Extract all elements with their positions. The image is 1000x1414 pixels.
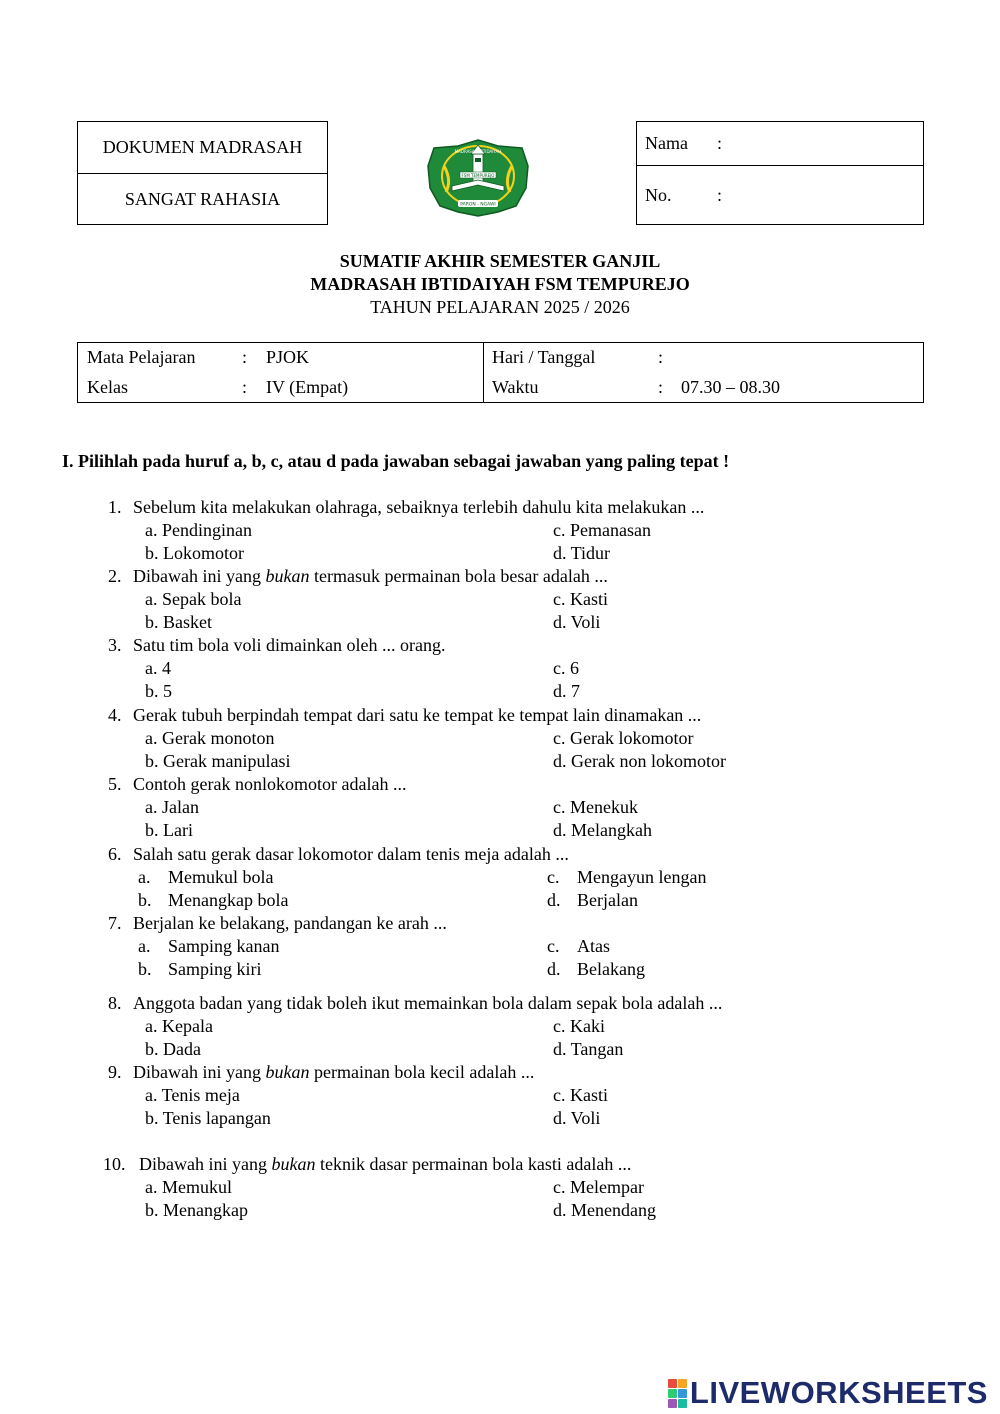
- option-text: Belakang: [577, 959, 645, 979]
- logo-square: [678, 1399, 687, 1408]
- info-row-1: [78, 343, 923, 373]
- option-b[interactable]: [145, 680, 172, 703]
- name-label: Nama: [645, 133, 688, 153]
- question-text: Salah satu gerak dasar lokomotor dalam tenis meja adalah ...: [133, 844, 569, 864]
- option-letter: a.: [138, 867, 151, 887]
- option-text: c. Kasti: [553, 1085, 608, 1105]
- option-text: a. Pendinginan: [145, 520, 252, 540]
- option-text: d. Melangkah: [553, 820, 652, 840]
- section-instruction: I. Pilihlah pada huruf a, b, c, atau d pada jawaban sebagai jawaban yang paling tepat !: [62, 451, 730, 471]
- question-text: Anggota badan yang tidak boleh ikut memainkan bola dalam sepak bola adalah ...: [133, 993, 723, 1013]
- option-a[interactable]: [145, 1015, 213, 1038]
- option-a[interactable]: [138, 935, 279, 958]
- question-9: [108, 1061, 534, 1084]
- option-c[interactable]: [553, 727, 693, 750]
- question-number: 8.: [108, 993, 122, 1013]
- option-d[interactable]: [553, 680, 580, 703]
- option-text: c. Gerak lokomotor: [553, 728, 694, 748]
- question-number: 10.: [103, 1154, 126, 1174]
- option-text: c. Menekuk: [553, 797, 638, 817]
- madrasah-emblem-icon: [422, 136, 534, 218]
- option-letter: c.: [547, 867, 560, 887]
- option-text: a. Gerak monoton: [145, 728, 275, 748]
- question-emphasis: bukan: [271, 1154, 316, 1174]
- option-text: b. Tenis lapangan: [145, 1108, 271, 1128]
- question-number: 5.: [108, 774, 122, 794]
- option-b[interactable]: [145, 1199, 248, 1222]
- class-label: Kelas: [87, 377, 128, 397]
- option-text: a. Memukul: [145, 1177, 232, 1197]
- option-text: Berjalan: [577, 890, 638, 910]
- option-text: b. Basket: [145, 612, 212, 632]
- option-text: b. Menangkap: [145, 1200, 248, 1220]
- option-b[interactable]: [138, 889, 288, 912]
- option-a[interactable]: [145, 727, 274, 750]
- option-text: d. Tidur: [553, 543, 611, 563]
- option-c[interactable]: [553, 1176, 644, 1199]
- option-text: b. Gerak manipulasi: [145, 751, 291, 771]
- option-text: c. Kasti: [553, 589, 608, 609]
- question-3: [108, 634, 445, 657]
- document-label: DOKUMEN MADRASAH: [78, 122, 327, 174]
- option-text: Atas: [577, 936, 610, 956]
- date-label: Hari / Tanggal: [492, 347, 596, 367]
- question-number: 7.: [108, 913, 122, 933]
- header-right-box: [636, 121, 924, 225]
- option-c[interactable]: [547, 935, 610, 958]
- time-label: Waktu: [492, 377, 539, 397]
- time-colon: :: [658, 377, 664, 397]
- question-7: [108, 912, 447, 935]
- liveworksheets-brand[interactable]: [668, 1375, 988, 1411]
- option-b[interactable]: [145, 1038, 201, 1061]
- option-b[interactable]: [138, 958, 262, 981]
- logo-square: [668, 1399, 677, 1408]
- question-5: [108, 773, 406, 796]
- number-label: No.: [645, 185, 672, 205]
- option-a[interactable]: [145, 796, 199, 819]
- question-2: [108, 565, 608, 588]
- question-1: [108, 496, 704, 519]
- logo-square: [668, 1389, 677, 1398]
- option-text: a. Kepala: [145, 1016, 213, 1036]
- info-row-2: [78, 373, 923, 403]
- school-title: MADRASAH IBTIDAIYAH FSM TEMPUREJO: [310, 274, 690, 294]
- option-d[interactable]: [547, 958, 645, 981]
- question-text-end: permainan bola kecil adalah ...: [309, 1062, 535, 1082]
- option-text: c. Kaki: [553, 1016, 605, 1036]
- option-c[interactable]: [553, 796, 638, 819]
- question-number: 1.: [108, 497, 122, 517]
- question-emphasis: bukan: [265, 566, 310, 586]
- question-text: Dibawah ini yang: [133, 566, 266, 586]
- option-text: a. Jalan: [145, 797, 199, 817]
- option-letter: b.: [138, 890, 152, 910]
- option-text: d. Voli: [553, 1108, 601, 1128]
- option-letter: d.: [547, 890, 561, 910]
- madrasah-logo: [422, 136, 534, 218]
- option-text: c. Melempar: [553, 1177, 644, 1197]
- logo-bottom-text: PARON - NGAWI: [460, 202, 496, 208]
- option-b[interactable]: [145, 750, 290, 773]
- subject-colon: :: [242, 347, 248, 367]
- option-text: b. Dada: [145, 1039, 201, 1059]
- option-d[interactable]: [553, 750, 726, 773]
- option-text: a. 4: [145, 658, 171, 678]
- question-text: Contoh gerak nonlokomotor adalah ...: [133, 774, 407, 794]
- question-6: [108, 843, 569, 866]
- option-text: Menangkap bola: [168, 890, 289, 910]
- question-number: 9.: [108, 1062, 122, 1082]
- confidential-label: SANGAT RAHASIA: [124, 189, 281, 209]
- date-colon: :: [658, 347, 664, 367]
- logo-square: [668, 1379, 677, 1388]
- option-c[interactable]: [553, 1015, 605, 1038]
- option-text: Samping kiri: [168, 959, 262, 979]
- number-colon: :: [717, 185, 723, 205]
- option-b[interactable]: [145, 819, 193, 842]
- subject-label: Mata Pelajaran: [87, 347, 196, 367]
- option-c[interactable]: [553, 588, 608, 611]
- option-a[interactable]: [145, 588, 241, 611]
- option-letter: d.: [547, 959, 561, 979]
- question-text: Sebelum kita melakukan olahraga, sebaiknya terlebih dahulu kita melakukan ...: [133, 497, 705, 517]
- question-text: Berjalan ke belakang, pandangan ke arah ...: [133, 913, 447, 933]
- question-number: 6.: [108, 844, 122, 864]
- option-text: Samping kanan: [168, 936, 280, 956]
- option-c[interactable]: [553, 519, 651, 542]
- option-b[interactable]: [145, 611, 212, 634]
- liveworksheets-logo-icon: [668, 1379, 687, 1408]
- option-d[interactable]: [553, 1038, 623, 1061]
- option-c[interactable]: [553, 1084, 608, 1107]
- question-number: 2.: [108, 566, 122, 586]
- option-text: b. Lokomotor: [145, 543, 244, 563]
- option-text: a. Tenis meja: [145, 1085, 240, 1105]
- question-8: [108, 992, 722, 1015]
- option-a[interactable]: [138, 866, 274, 889]
- time-value: 07.30 – 08.30: [681, 377, 780, 397]
- option-text: d. Gerak non lokomotor: [553, 751, 726, 771]
- option-a[interactable]: [145, 1084, 240, 1107]
- question-number: 3.: [108, 635, 122, 655]
- option-text: Memukul bola: [168, 867, 274, 887]
- logo-banner-text: FSM TEMPUREJO: [461, 173, 495, 178]
- logo-square: [678, 1379, 687, 1388]
- exam-title: SUMATIF AKHIR SEMESTER GANJIL: [339, 251, 661, 271]
- question-text: Gerak tubuh berpindah tempat dari satu ke tempat ke tempat lain dinamakan ...: [133, 705, 702, 725]
- academic-year: TAHUN PELAJARAN 2025 / 2026: [370, 297, 630, 317]
- question-number: 4.: [108, 705, 122, 725]
- option-d[interactable]: [553, 819, 652, 842]
- option-text: d. Voli: [553, 612, 601, 632]
- option-text: d. Menendang: [553, 1200, 656, 1220]
- question-text-end: termasuk permainan bola besar adalah ...: [309, 566, 608, 586]
- name-colon: :: [717, 133, 723, 153]
- option-d[interactable]: [547, 889, 638, 912]
- option-text: c. 6: [553, 658, 579, 678]
- logo-arc-text: MADRASAH IBTIDAIYAH: [454, 149, 502, 154]
- question-text: Dibawah ini yang: [133, 1062, 266, 1082]
- name-field[interactable]: [637, 122, 923, 166]
- option-b[interactable]: [145, 1107, 271, 1130]
- brand-wordmark: LIVEWORKSHEETS: [689, 1375, 988, 1410]
- option-text: Mengayun lengan: [577, 867, 707, 887]
- header-left-box: [77, 121, 328, 225]
- option-d[interactable]: [553, 1107, 600, 1130]
- question-text: Dibawah ini yang: [139, 1154, 272, 1174]
- question-text-end: teknik dasar permainan bola kasti adalah ...: [315, 1154, 632, 1174]
- option-d[interactable]: [553, 1199, 656, 1222]
- option-d[interactable]: [553, 542, 610, 565]
- option-c[interactable]: [553, 657, 579, 680]
- subject-value: PJOK: [266, 347, 310, 367]
- option-letter: b.: [138, 959, 152, 979]
- option-d[interactable]: [553, 611, 600, 634]
- option-b[interactable]: [145, 542, 244, 565]
- option-a[interactable]: [145, 1176, 232, 1199]
- option-a[interactable]: [145, 519, 252, 542]
- option-text: d. 7: [553, 681, 580, 701]
- option-text: d. Tangan: [553, 1039, 624, 1059]
- option-letter: a.: [138, 936, 151, 956]
- option-text: b. Lari: [145, 820, 193, 840]
- option-text: c. Pemanasan: [553, 520, 651, 540]
- option-text: b. 5: [145, 681, 172, 701]
- option-letter: c.: [547, 936, 560, 956]
- question-emphasis: bukan: [265, 1062, 310, 1082]
- question-10: [103, 1153, 631, 1176]
- logo-square: [678, 1389, 687, 1398]
- question-text: Satu tim bola voli dimainkan oleh ... orang.: [133, 635, 446, 655]
- exam-info-table: [77, 342, 924, 403]
- option-c[interactable]: [547, 866, 706, 889]
- class-value: IV (Empat): [266, 377, 349, 397]
- option-a[interactable]: [145, 657, 171, 680]
- question-4: [108, 704, 701, 727]
- number-field[interactable]: [637, 166, 923, 225]
- option-text: a. Sepak bola: [145, 589, 242, 609]
- class-colon: :: [242, 377, 248, 397]
